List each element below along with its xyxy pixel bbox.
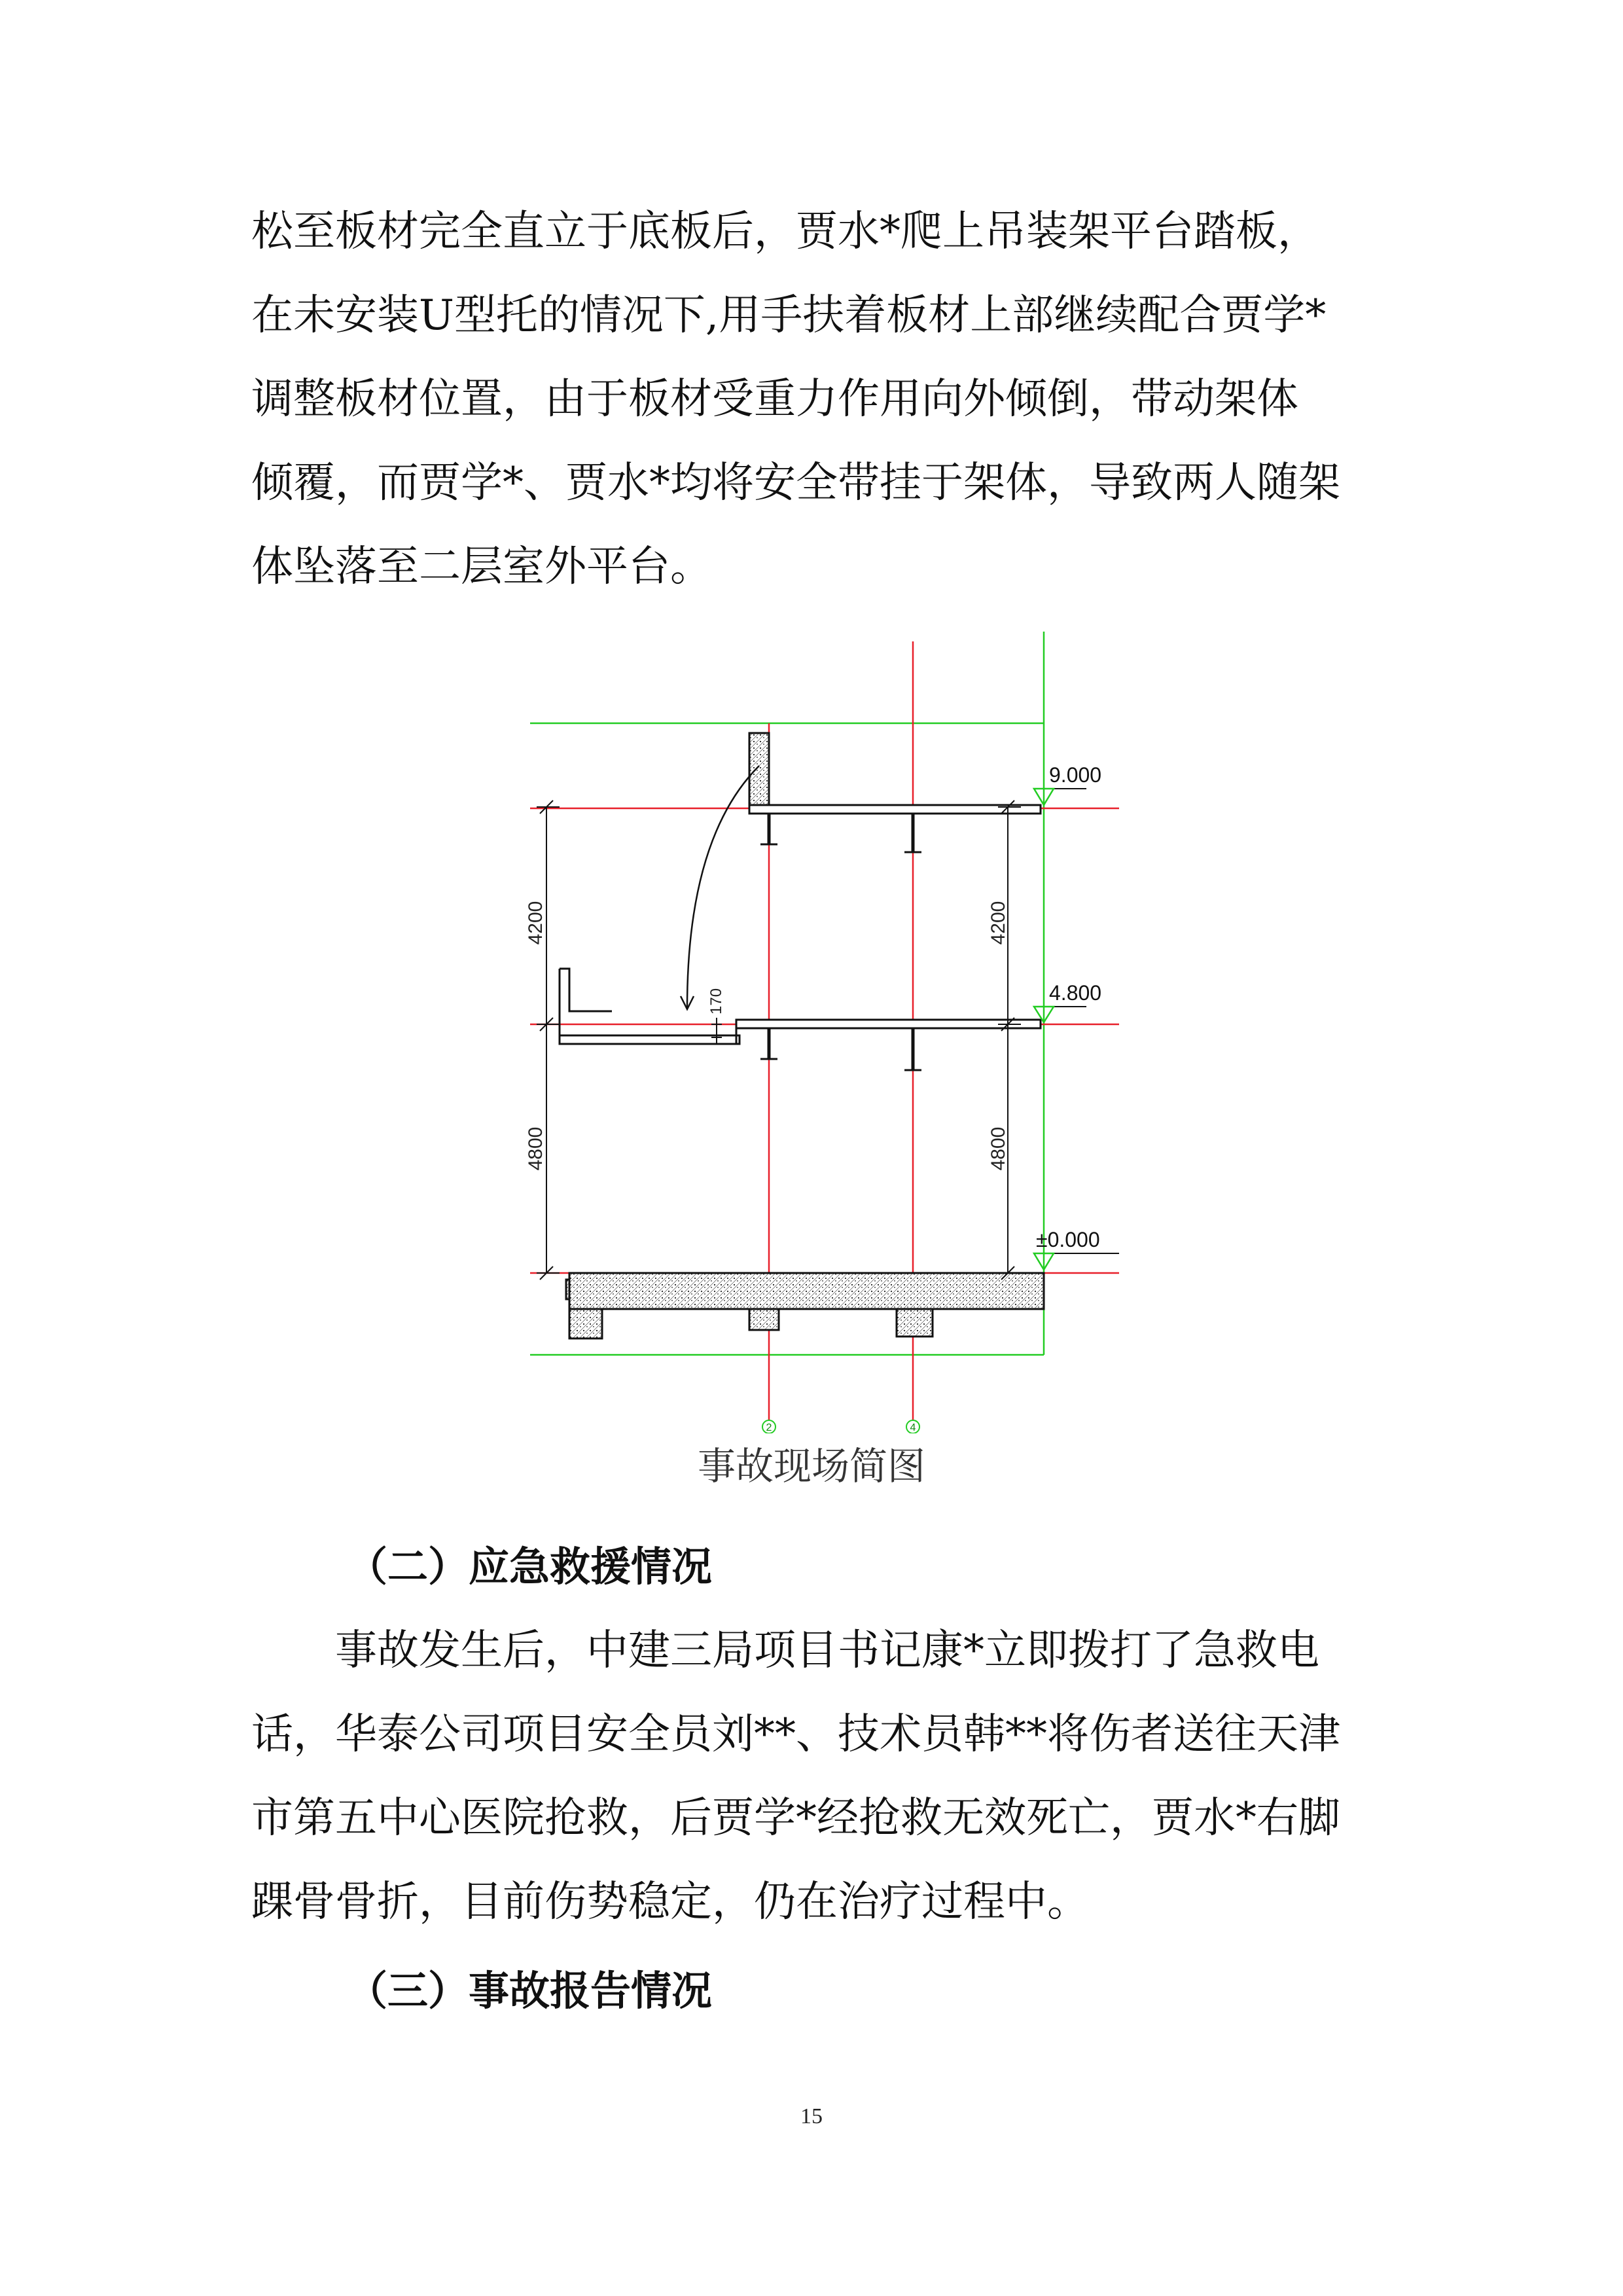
axis-label: 4 (910, 1422, 916, 1433)
accident-site-diagram (510, 622, 1139, 1437)
text-line: 市第五中心医院抢救，后贾学*经抢救无效死亡，贾水*右脚 (251, 1794, 1340, 1842)
paragraph-emergency-rescue (251, 1609, 1383, 1944)
elevation-marker-0000 (1034, 1228, 1119, 1270)
left-dimension-line (537, 800, 560, 1280)
text-line: 话，华泰公司项目安全员刘**、技术员韩**将伤者送往天津 (251, 1710, 1340, 1759)
text-line: 事故发生后，中建三局项目书记康*立即拨打了急救电 (335, 1626, 1319, 1675)
green-reference-lines (530, 632, 1044, 1355)
dimension-label: 170 (707, 988, 725, 1014)
page-number: 15 (800, 2104, 823, 2128)
middle-slab-4800 (560, 969, 1041, 1070)
text-line: 调整板材位置，由于板材受重力作用向外倾倒，带动架体 (251, 375, 1298, 423)
text-line: 体坠落至二层室外平台。 (251, 543, 712, 591)
elevation-label: 4.800 (1049, 981, 1102, 1005)
section-drawing (510, 622, 1139, 1433)
text-line: 在未安装U型托的情况下,用手扶着板材上部继续配合贾学* (251, 291, 1327, 340)
ground-slab-0000 (566, 1273, 1044, 1338)
paragraph-accident-process (251, 190, 1383, 609)
text-line: 倾覆，而贾学*、贾水*均将安全带挂于架体，导致两人随架 (251, 459, 1340, 507)
upper-slab-9000 (749, 733, 1041, 852)
text-line: 踝骨骨折，目前伤势稳定，仍在治疗过程中。 (251, 1878, 1089, 1926)
elevation-label: ±0.000 (1036, 1228, 1100, 1251)
dimension-label: 4200 (525, 901, 546, 945)
fall-arrow (681, 766, 759, 1009)
dimension-label: 4800 (988, 1126, 1009, 1171)
figure-caption: 事故现场简图 (697, 1444, 925, 1488)
dimension-label: 4800 (525, 1126, 546, 1171)
section-heading-emergency-rescue: （二）应急救援情况 (347, 1543, 713, 1590)
elevation-label: 9.000 (1049, 763, 1102, 787)
text-line: 松至板材完全直立于底板后，贾水*爬上吊装架平台踏板， (251, 207, 1319, 256)
axis-label: 2 (766, 1422, 772, 1433)
right-dimension-line (998, 800, 1021, 1280)
axis-bubble-2 (762, 1420, 776, 1433)
section-heading-accident-report: （三）事故报告情况 (347, 1967, 713, 2015)
dimension-label: 4200 (988, 901, 1009, 945)
axis-bubble-4 (906, 1420, 919, 1433)
